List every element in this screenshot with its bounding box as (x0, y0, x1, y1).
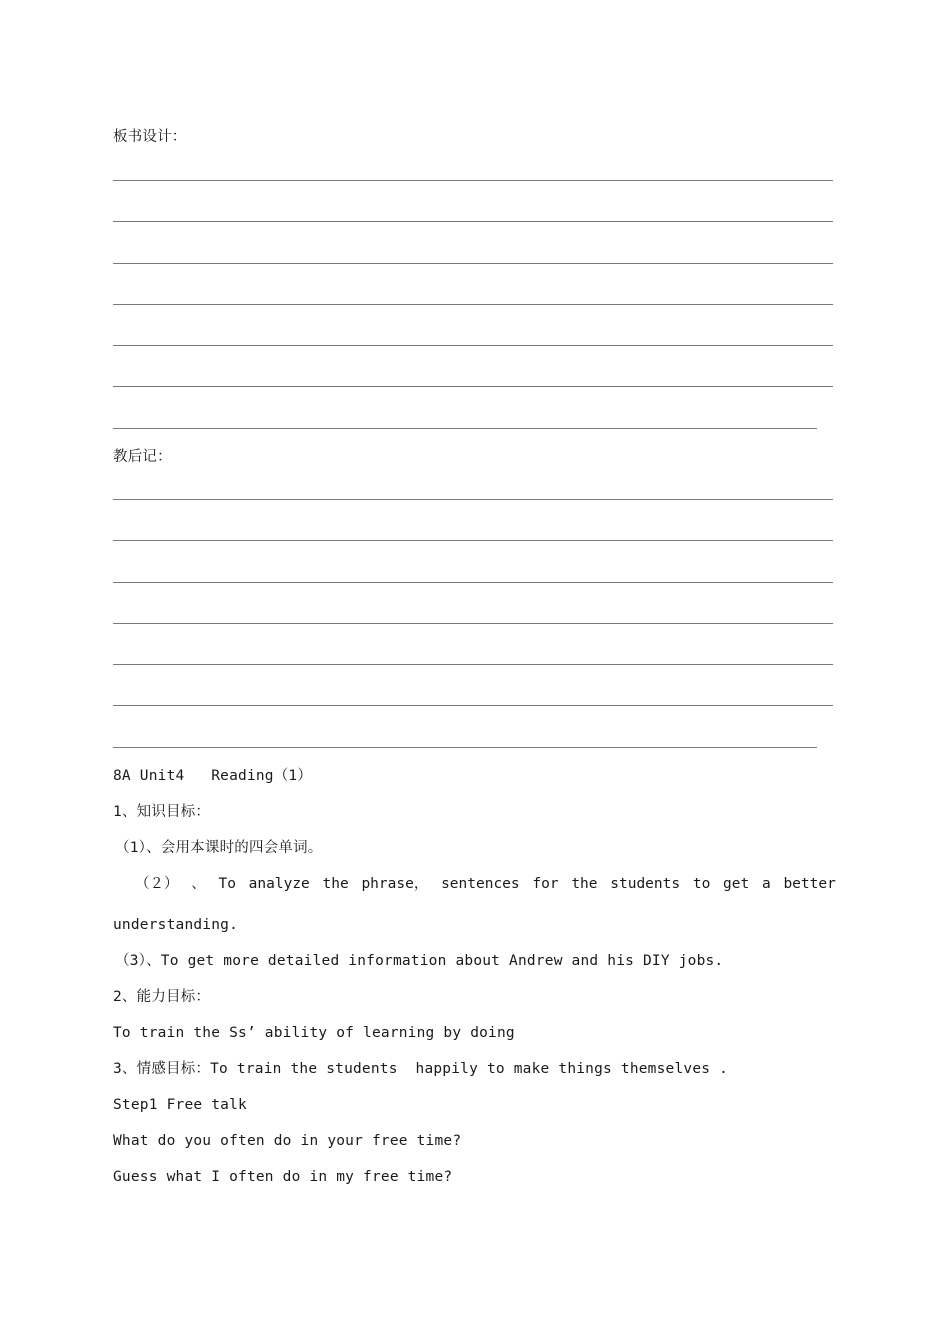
writing-line (113, 499, 833, 500)
goal-item-3: （3）、To get more detailed information about Andrew and his DIY jobs. (115, 953, 724, 969)
post-lesson-notes-heading: 教后记： (113, 449, 172, 465)
goal-2-word: phrase， (361, 876, 429, 892)
writing-line (113, 345, 833, 346)
writing-line (113, 386, 833, 387)
goal-2-word: get (723, 876, 750, 892)
writing-line (113, 747, 817, 748)
goal-2-word: a (761, 876, 771, 892)
writing-line (113, 582, 833, 583)
goal-2-word: the (571, 876, 598, 892)
writing-line (113, 180, 833, 181)
writing-line (113, 540, 833, 541)
ability-goal: To train the Ss’ ability of learning by doing (113, 1025, 515, 1041)
knowledge-goal-heading: 1、知识目标： (113, 804, 211, 820)
goal-2-word: （２） (135, 876, 179, 892)
goal-2-word: To (218, 876, 236, 892)
goal-2-word: to (692, 876, 711, 892)
step-heading: Step1 Free talk (113, 1097, 247, 1113)
ability-goal-heading: 2、能力目标： (113, 989, 211, 1005)
writing-line (113, 263, 833, 264)
writing-line (113, 664, 833, 665)
goal-2-word: analyze (248, 876, 310, 892)
free-talk-question: Guess what I often do in my free time? (113, 1169, 453, 1185)
goal-2-word: the (322, 876, 349, 892)
writing-line (113, 705, 833, 706)
goal-item-1: （1）、会用本课时的四会单词。 (115, 840, 323, 856)
goal-item-2-continuation: understanding. (113, 917, 239, 933)
goal-2-word: students (610, 876, 681, 892)
lesson-title: 8A Unit4 Reading（1） (113, 768, 313, 784)
writing-line (113, 221, 833, 222)
writing-line (113, 304, 833, 305)
goal-2-word: sentences (441, 876, 520, 892)
goal-2-word: for (532, 876, 559, 892)
board-design-heading: 板书设计： (113, 129, 187, 145)
emotion-goal: 3、情感目标：To train the students happily to make things themselves . (113, 1061, 729, 1077)
free-talk-question: What do you often do in your free time? (113, 1133, 462, 1149)
writing-line (113, 428, 817, 429)
goal-2-word: 、 (191, 876, 206, 892)
writing-line (113, 623, 833, 624)
goal-2-word: better (783, 876, 836, 892)
goal-item-2 (113, 874, 836, 894)
